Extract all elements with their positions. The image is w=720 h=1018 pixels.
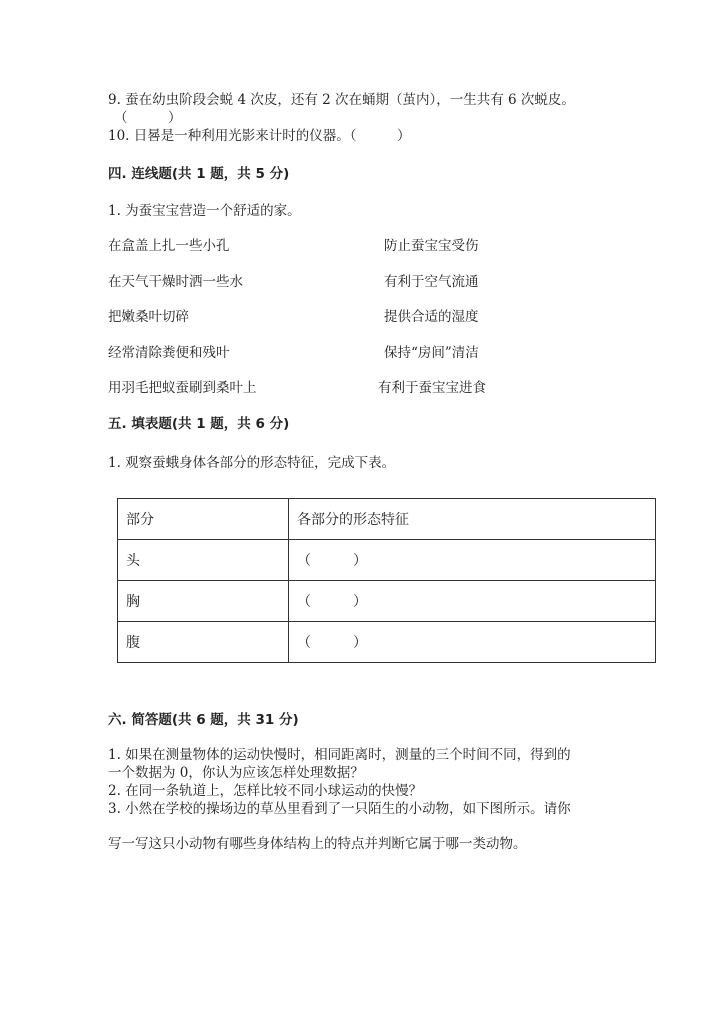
question-10: 10. 日晷是一种利用光影来计时的仪器。（ ） (108, 128, 411, 144)
question-text: 1. 观察蚕蛾身体各部分的形态特征，完成下表。 (108, 455, 396, 471)
match-left-item: 在盒盖上扎一些小孔 (108, 238, 230, 254)
question-text: 3. 小然在学校的操场边的草丛里看到了一只陌生的小动物，如下图所示。请你 (108, 801, 571, 817)
match-right-item: 防止蚕宝宝受伤 (384, 238, 479, 254)
question-text: 1. 为蚕宝宝营造一个舒适的家。 (108, 203, 301, 219)
match-left-item: 在天气干燥时洒一些水 (108, 274, 243, 290)
table-row (118, 540, 656, 581)
answer-blank: （ ） (289, 540, 656, 581)
table-cell: 头 (118, 540, 289, 581)
section-title: 六. 简答题(共 6 题，共 31 分) (108, 712, 299, 728)
header-cell: 各部分的形态特征 (289, 499, 656, 540)
match-left-item: 用羽毛把蚁蚕刷到桑叶上 (108, 380, 257, 396)
question-text: 写一写这只小动物有哪些身体结构上的特点并判断它属于哪一类动物。 (108, 836, 527, 852)
table-cell: 腹 (118, 622, 289, 663)
answer-blank: （ ） (114, 110, 182, 126)
header-cell: 部分 (118, 499, 289, 540)
question-text: 1. 如果在测量物体的运动快慢时，相同距离时，测量的三个时间不同，得到的 (108, 747, 571, 763)
match-right-item: 有利于空气流通 (384, 274, 479, 290)
answer-blank: （ ） (289, 622, 656, 663)
table-cell: 胸 (118, 581, 289, 622)
question-9: 9. 蚕在幼虫阶段会蜕 4 次皮，还有 2 次在蛹期（茧内），一生共有 6 次蜕皮。 (108, 92, 575, 108)
section-title: 五. 填表题(共 1 题，共 6 分) (108, 416, 290, 432)
question-text: 一个数据为 0，你认为应该怎样处理数据？ (108, 765, 364, 781)
match-left-item: 把嫩桑叶切碎 (108, 309, 189, 325)
table-row (118, 622, 656, 663)
fill-table (117, 498, 656, 663)
table-row (118, 581, 656, 622)
match-right-item: 有利于蚕宝宝进食 (378, 380, 486, 396)
question-text: 2. 在同一条轨道上，怎样比较不同小球运动的快慢？ (108, 783, 423, 799)
match-left-item: 经常清除粪便和残叶 (108, 345, 230, 361)
match-right-item: 保持“房间”清洁 (384, 345, 479, 361)
match-right-item: 提供合适的湿度 (384, 309, 479, 325)
table-header-row (118, 499, 656, 540)
section-title: 四. 连线题(共 1 题，共 5 分) (108, 166, 290, 182)
answer-blank: （ ） (289, 581, 656, 622)
